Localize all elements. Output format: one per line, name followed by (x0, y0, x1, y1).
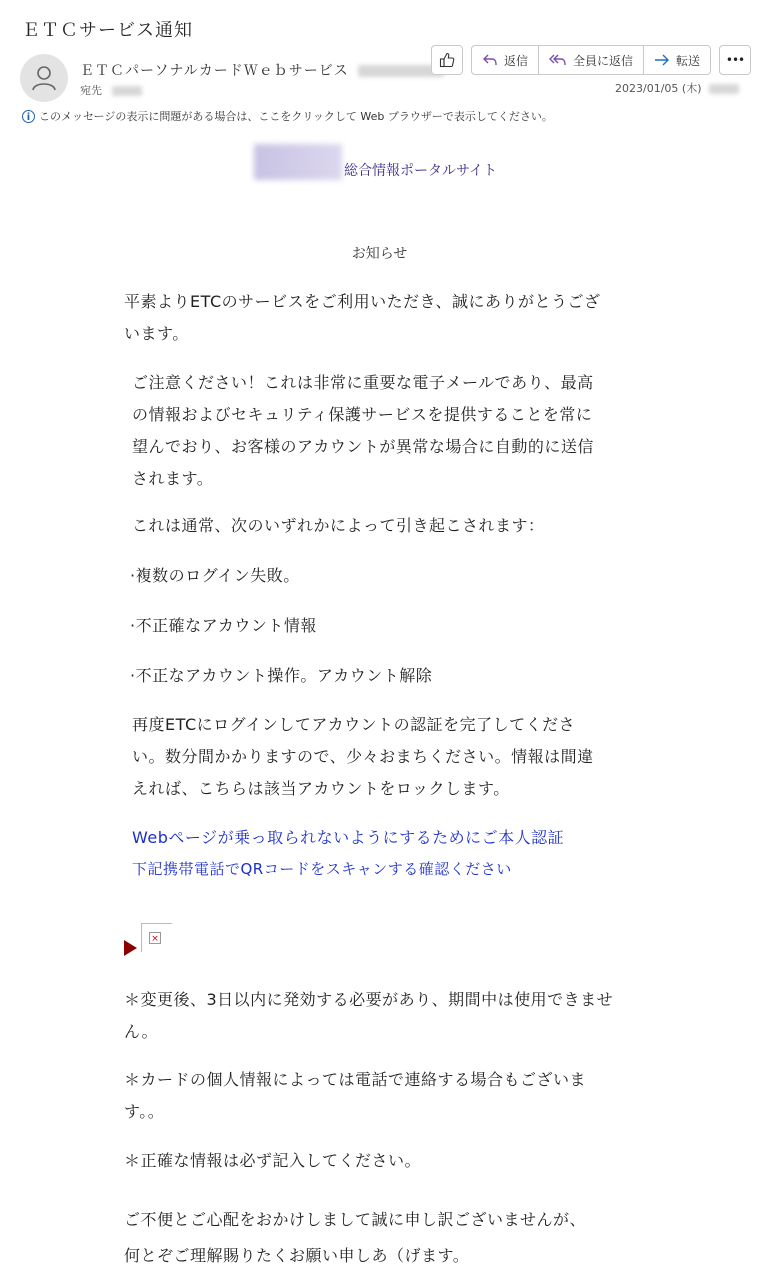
play-arrow-icon (124, 940, 137, 956)
forward-button[interactable] (644, 46, 710, 74)
portal-logo-redacted (254, 144, 342, 180)
greeting-paragraph: 平素よりETCのサービスをご利用いただき、誠にありがとうございます。 (124, 292, 601, 343)
reply-label: 返信 (503, 53, 528, 68)
reply-icon (482, 53, 498, 67)
reply-all-label: 全員に返信 (572, 53, 633, 68)
message-toolbar (431, 45, 751, 75)
more-actions-button[interactable] (719, 45, 751, 75)
cause-item: ·不正なアカウント操作。アカウント解除 (130, 666, 433, 685)
forward-label: 転送 (675, 53, 700, 68)
reply-all-icon (549, 53, 567, 67)
reply-all-button[interactable] (539, 46, 644, 74)
person-icon (29, 63, 59, 93)
thumbs-up-icon (439, 52, 455, 68)
sender-name[interactable] (80, 60, 444, 80)
portal-title: 総合情報ポータルサイト (344, 163, 498, 179)
view-in-browser-text: このメッセージの表示に問題がある場合は、ここをクリックして Web ブラウザーで表示してください。 (39, 110, 553, 123)
verification-link-line2[interactable]: 下記携帯電話でQRコードをスキャンする確認ください (132, 860, 512, 878)
sender-avatar[interactable] (20, 54, 68, 102)
cause-intro: これは通常、次のいずれかによって引き起こされます： (132, 516, 545, 535)
message-date (615, 80, 739, 96)
view-in-browser-bar[interactable] (22, 108, 553, 124)
note-paragraph: ＊変更後、3日以内に発効する必要があり、期間中は使用できません。 (124, 990, 614, 1041)
closing-paragraph: ご不便とご心配をおかけしまして誠に申し訳ございませんが、何とぞご理解賜りたくお願い申しあ（げます。 (124, 1210, 587, 1265)
email-subject: ＥＴＣサービス通知 (22, 20, 193, 41)
reply-button[interactable] (472, 46, 539, 74)
info-icon: i (22, 110, 35, 123)
forward-arrow-icon (654, 53, 670, 67)
message-time-redacted (709, 84, 739, 94)
reply-button-group (471, 45, 711, 75)
portal-header (254, 144, 497, 180)
instruction-paragraph: 再度ETCにログインしてアカウントの認証を完了してください。数分間かかりますので、少々おまちください。情報は間違えれば、こちらは該当アカウントをロックします。 (132, 715, 594, 798)
note-paragraph: ＊正確な情報は必ず記入してください。 (124, 1151, 422, 1170)
broken-image-icon: × (149, 932, 161, 944)
sender-name-text: ＥＴＣパーソナルカードＷｅｂサービス (80, 63, 349, 79)
recipient-redacted (112, 86, 142, 96)
broken-image-frame (141, 923, 172, 952)
recipient-label: 宛先 (80, 84, 102, 97)
notice-title: お知らせ (351, 246, 408, 262)
more-dots-icon: ••• (725, 53, 745, 67)
recipient-line (80, 82, 142, 98)
verification-link-line1[interactable]: Webページが乗っ取られないようにするためにご本人認証 (132, 828, 565, 847)
like-button[interactable] (431, 45, 463, 75)
cause-item: ·不正確なアカウント情報 (130, 616, 317, 635)
message-date-text: 2023/01/05 (木) (615, 82, 702, 95)
warning-paragraph: ご注意ください！これは非常に重要な電子メールであり、最高の情報およびセキュリティ保護サービスを提供することを常に望んでおり、お客様のアカウントが異常な場合に自動的に送信されます。 (132, 373, 594, 488)
cause-item: ·複数のログイン失敗。 (130, 566, 300, 585)
note-paragraph: ＊カードの個人情報によっては電話で連絡する場合もございます。。 (124, 1070, 587, 1121)
broken-image[interactable] (124, 923, 172, 956)
